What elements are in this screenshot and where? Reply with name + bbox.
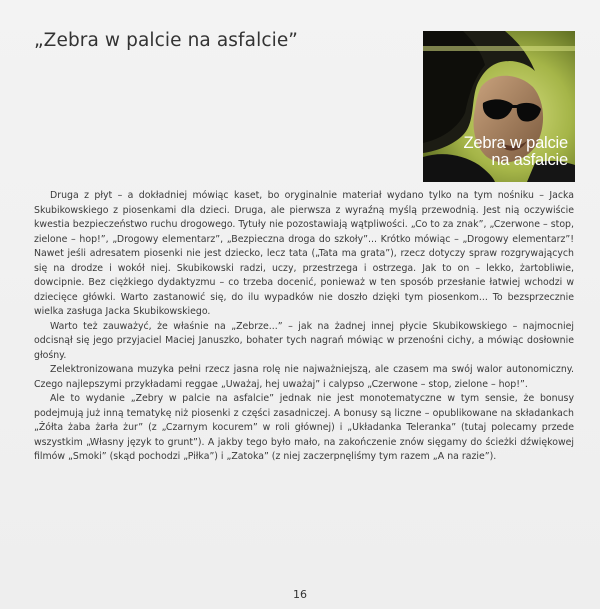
cover-title-line1: Zebra w palcie bbox=[463, 134, 568, 152]
paragraph: Zelektronizowana muzyka pełni rzecz jasna rolę nie najważniejszą, ale czasem ma swój walor autonomiczny. Czego najlepszymi przykładami reggae „Uważaj, hej uważaj” i calypso „Czerwone – stop, zielone – hop!”. bbox=[34, 364, 574, 390]
paragraph: Ale to wydanie „Zebry w palcie na asfalcie” jednak nie jest monotematyczne w tym sensie, że bonusy podejmują już inną tematykę niż piosenki z części zasadniczej. A bonusy są liczne – opublikowane na składankach „Żółta żaba żarła żur” (z „Czarnym kocurem” w roli głównej) i „Układanka Teleranka” (tutaj polecamy przede wszystkim „Własny język to grunt”). A jakby tego było mało, na zakończenie znów sięgamy do ścieżki dźwiękowej filmów „Smoki” (skąd pochodzi „Piłka”) i „Zatoka” (z niej zaczerpnęliśmy tym razem „A na razie”). bbox=[34, 393, 574, 462]
cover-title bbox=[464, 135, 569, 169]
paragraph: Warto też zauważyć, że właśnie na „Zebrze...” – jak na żadnej innej płycie Skubikowskiego – najmocniej odcisnął się jego przyjaciel Maciej Januszko, bohater tych nagrań mówiąc w przenośni cichy, a mówiąc dosłownie głośny. bbox=[34, 320, 574, 361]
article-body bbox=[34, 189, 574, 465]
page-title: „Zebra w palcie na asfalcie” bbox=[34, 30, 298, 51]
album-cover bbox=[423, 31, 575, 182]
cover-title-line2: na asfalcie bbox=[491, 151, 568, 169]
page-number: 16 bbox=[293, 588, 307, 601]
paragraph: Druga z płyt – a dokładniej mówiąc kaset, bo oryginalnie materiał wydano tylko na tym nośniku – Jacka Skubikowskiego z piosenkami dla dzieci. Druga, ale pierwsza z wyraźną myślą przewodnią. Jest nią oczywiście kwestia bezpieczeństwo ruchu drogowego. Tytuły nie pozostawiają wątpliwości. „Co to za znak”, „Czerwone – stop, zielone – hop!”, „Drogowy elementarz”, „Bezpieczna droga do szkoły”... Krótko mówiąc – „Drogowy elementarz”! Nawet jeśli adresatem piosenki nie jest dziecko, lecz tata („Tata ma grata”), rzecz dotyczy spraw rozgrywających się na drodze i wokół niej. Skubikowski radzi, uczy, przestrzega i ostrzega. Jak to on – lekko, żartobliwie, dowcipnie. Bez ciężkiego dydaktyzmu – co trzeba docenić, ponieważ w ten sposób przesłanie łatwiej wchodzi w dziecięce główki. Warto zastanowić się, do ilu wypadków nie doszło dzięki tym piosenkom... To bezsprzecznie wielka zasługa Jacka Skubikowskiego. bbox=[34, 190, 574, 317]
